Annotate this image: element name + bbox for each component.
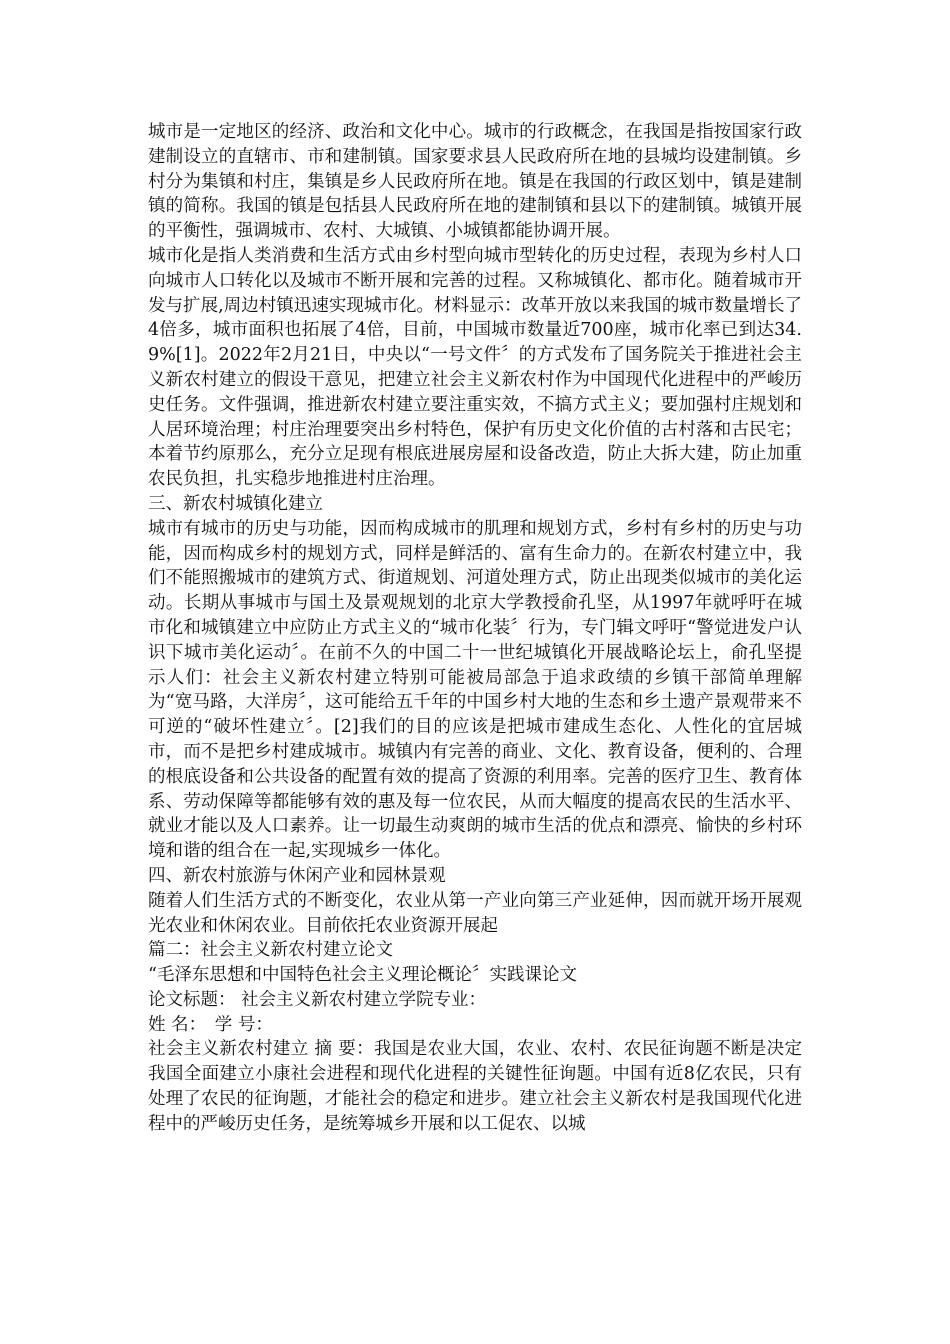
- section-heading-3: 三、新农村城镇化建立: [148, 493, 323, 514]
- name-id-line: 姓 名： 学 号：: [148, 1014, 273, 1035]
- document-page: [148, 120, 802, 1137]
- paragraph-rural-tourism: 随着人们生活方式的不断变化，农业从第一产业向第三产业延伸，因而就开场开展观光农业和休闲农业。目前依托农业资源开展起: [148, 890, 802, 936]
- paragraph-urbanization: 城市化是指人类消费和生活方式由乡村型向城市型转化的历史过程，表现为乡村人口向城市人口转化以及城市不断开展和完善的过程。又称城镇化、都市化。随着城市开发与扩展,周边村镇迅速实现城市化。材料显示：改革开放以来我国的城市数量增长了4倍多，城市面积也拓展了4倍，目前，中国城市数量近700座，城市化率已到达34.9%[1]。2022年2月21日，中央以“一号文件〞的方式发布了国务院关于推进社会主义新农村建立的假设干意见，把建立社会主义新农村作为中国现代化进程中的严峻历史任务。文件强调，推进新农村建立要注重实效，不搞方式主义；要加强村庄规划和人居环境治理；村庄治理要突出乡村特色，保护有历史文化价值的古村落和古民宅；本着节约原那么，充分立足现有根底进展房屋和设备改造，防止大拆大建，防止加重农民负担，扎实稳步地推进村庄治理。: [148, 245, 802, 490]
- paragraph-abstract: 社会主义新农村建立 摘 要：我国是农业大国，农业、农村、农民征询题不断是决定我国全面建立小康社会进程和现代化进程的关键性征询题。中国有近8亿农民，只有处理了农民的征询题，才能社会的稳定和进步。建立社会主义新农村是我国现代化进程中的严峻历史任务，是统筹城乡开展和以工促农、以城: [148, 1039, 802, 1134]
- section-heading-4: 四、新农村旅游与休闲产业和园林景观: [148, 865, 446, 886]
- paragraph-new-rural-urbanization: 城市有城市的历史与功能，因而构成城市的肌理和规划方式，乡村有乡村的历史与功能，因而构成乡村的规划方式，同样是鲜活的、富有生命力的。在新农村建立中，我们不能照搬城市的建筑方式、街道规划、河道处理方式，防止出现类似城市的美化运动。长期从事城市与国土及景观规划的北京大学教授俞孔坚，从1997年就呼吁在城市化和城镇建立中应防止方式主义的“城市化装〞行为，专门辑文呼吁“警觉进发户认识下城市美化运动〞。在前不久的中国二十一世纪城镇化开展战略论坛上，俞孔坚提示人们：社会主义新农村建立特别可能被局部急于追求政绩的乡镇干部简单理解为“宽马路，大洋房〞，这可能给五千年的中国乡村大地的生态和乡土遗产景观带来不可逆的“破坏性建立〞。[2]我们的目的应该是把城市建成生态化、人性化的宜居城市，而不是把乡村建成城市。城镇内有完善的商业、文化、教育设备，便利的、合理的根底设备和公共设备的配置有效的提高了资源的利用率。完善的医疗卫生、教育体系、劳动保障等都能够有效的惠及每一位农民，从而大幅度的提高农民的生活水平、就业才能以及人口素养。让一切最生动爽朗的城市生活的优点和漂亮、愉快的乡村环境和谐的组合在一起,实现城乡一体化。: [148, 518, 802, 862]
- thesis-title-line: 论文标题： 社会主义新农村建立学院专业：: [148, 989, 487, 1010]
- course-title: “毛泽东思想和中国特色社会主义理论概论〞实践课论文: [148, 965, 577, 986]
- chapter-heading-2: 篇二：社会主义新农村建立论文: [148, 940, 393, 961]
- paragraph-city-definition: 城市是一定地区的经济、政治和文化中心。城市的行政概念，在我国是指按国家行政建制设立的直辖市、市和建制镇。国家要求县人民政府所在地的县城均设建制镇。乡村分为集镇和村庄，集镇是乡人民政府所在地。镇是在我国的行政区划中，镇是建制镇的简称。我国的镇是包括县人民政府所在地的建制镇和县以下的建制镇。城镇开展的平衡性，强调城市、农村、大城镇、小城镇都能协调开展。: [148, 122, 802, 242]
